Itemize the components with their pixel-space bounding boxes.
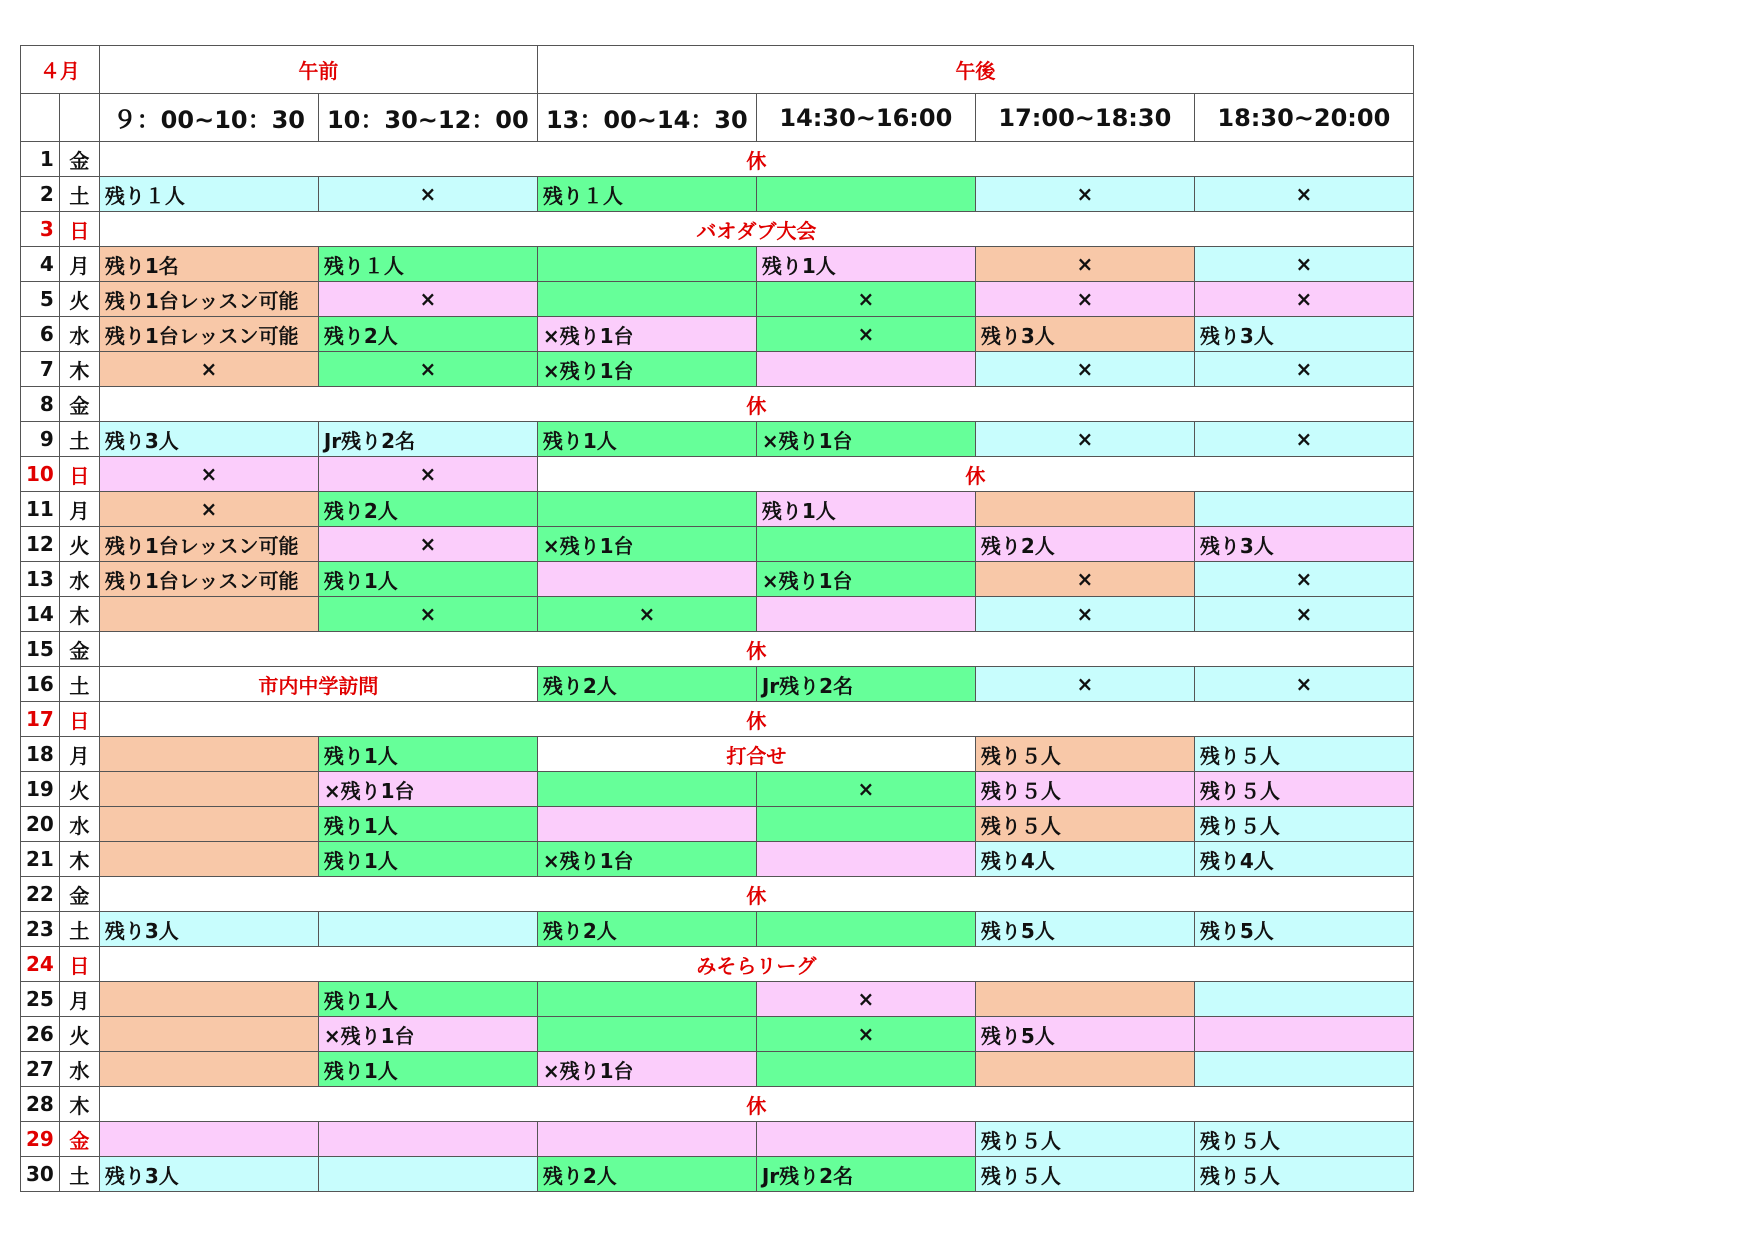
slot-cell: 残り1台レッスン可能 — [99, 527, 318, 562]
slot-cell — [99, 1122, 318, 1157]
schedule-note: バオダブ大会 — [99, 212, 1413, 247]
day-number: 3 — [21, 212, 60, 247]
day-number: 17 — [21, 702, 60, 737]
slot-cell: 残り5人 — [975, 1017, 1194, 1052]
slot-cell: 残り５人 — [1194, 1157, 1413, 1192]
slot-cell — [99, 842, 318, 877]
slot-cell: 残り1人 — [756, 247, 975, 282]
day-of-week: 日 — [59, 702, 99, 737]
header-row-periods — [21, 46, 1414, 94]
slot-cell: 残り2人 — [318, 492, 537, 527]
slot-cell — [756, 352, 975, 387]
slot-cell: 残り3人 — [975, 317, 1194, 352]
day-row — [21, 562, 1414, 597]
slot-cell — [99, 597, 318, 632]
day-number: 10 — [21, 457, 60, 492]
day-of-week: 水 — [59, 317, 99, 352]
slot-full-mark: × — [99, 492, 318, 527]
slot-full-mark: × — [1194, 667, 1413, 702]
day-of-week: 月 — [59, 247, 99, 282]
blank-header-cell — [21, 94, 60, 142]
blank-header-cell — [59, 94, 99, 142]
slot-cell: 残り５人 — [1194, 737, 1413, 772]
slot-cell: 残り2人 — [975, 527, 1194, 562]
slot-full-mark: × — [99, 457, 318, 492]
day-of-week: 金 — [59, 387, 99, 422]
day-row — [21, 317, 1414, 352]
day-number: 4 — [21, 247, 60, 282]
slot-full-mark: × — [99, 352, 318, 387]
slot-cell: 残り５人 — [1194, 772, 1413, 807]
day-row — [21, 632, 1414, 667]
slot-cell: 残り1人 — [318, 842, 537, 877]
slot-cell — [99, 1017, 318, 1052]
slot-cell: 残り1人 — [318, 807, 537, 842]
day-number: 30 — [21, 1157, 60, 1192]
slot-full-mark: × — [756, 282, 975, 317]
schedule-note: 休 — [99, 1087, 1413, 1122]
month-label: ４月 — [21, 46, 100, 94]
day-of-week: 土 — [59, 177, 99, 212]
slot-full-mark: × — [756, 772, 975, 807]
day-of-week: 金 — [59, 632, 99, 667]
time-slot-header: 17:00~18:30 — [975, 94, 1194, 142]
slot-cell — [756, 807, 975, 842]
period-afternoon: 午後 — [537, 46, 1413, 94]
day-number: 19 — [21, 772, 60, 807]
slot-cell: 残り1人 — [318, 1052, 537, 1087]
slot-cell: 残り3人 — [99, 1157, 318, 1192]
slot-cell — [756, 1122, 975, 1157]
slot-cell: 残り５人 — [975, 1157, 1194, 1192]
slot-cell — [1194, 1017, 1413, 1052]
day-number: 14 — [21, 597, 60, 632]
slot-cell: ×残り1台 — [537, 352, 756, 387]
slot-full-mark: × — [318, 352, 537, 387]
slot-full-mark: × — [975, 177, 1194, 212]
slot-cell: 残り2人 — [318, 317, 537, 352]
slot-cell — [318, 1157, 537, 1192]
slot-full-mark: × — [975, 597, 1194, 632]
day-number: 15 — [21, 632, 60, 667]
slot-cell: 残り4人 — [975, 842, 1194, 877]
slot-cell — [537, 1122, 756, 1157]
slot-cell: 残り５人 — [1194, 807, 1413, 842]
day-row — [21, 142, 1414, 177]
slot-cell — [99, 982, 318, 1017]
day-number: 23 — [21, 912, 60, 947]
day-number: 24 — [21, 947, 60, 982]
slot-cell: 残り５人 — [975, 1122, 1194, 1157]
slot-full-mark: × — [975, 562, 1194, 597]
day-number: 7 — [21, 352, 60, 387]
slot-cell: 残り3人 — [99, 422, 318, 457]
day-number: 22 — [21, 877, 60, 912]
day-number: 13 — [21, 562, 60, 597]
period-morning: 午前 — [99, 46, 537, 94]
day-of-week: 金 — [59, 1122, 99, 1157]
schedule-note: 休 — [99, 702, 1413, 737]
slot-cell: 残り1台レッスン可能 — [99, 562, 318, 597]
day-row — [21, 737, 1414, 772]
day-of-week: 日 — [59, 212, 99, 247]
slot-cell: 残り2人 — [537, 667, 756, 702]
slot-cell: ×残り1台 — [318, 1017, 537, 1052]
day-of-week: 土 — [59, 422, 99, 457]
slot-cell: ×残り1台 — [537, 317, 756, 352]
schedule-note: 休 — [537, 457, 1413, 492]
slot-cell — [537, 772, 756, 807]
slot-cell: 残り１人 — [537, 177, 756, 212]
day-number: 8 — [21, 387, 60, 422]
slot-full-mark: × — [756, 1017, 975, 1052]
day-number: 28 — [21, 1087, 60, 1122]
slot-cell: 残り５人 — [975, 807, 1194, 842]
day-number: 18 — [21, 737, 60, 772]
slot-cell — [756, 842, 975, 877]
slot-cell: Jr残り2名 — [756, 667, 975, 702]
day-of-week: 土 — [59, 1157, 99, 1192]
slot-cell: ×残り1台 — [537, 1052, 756, 1087]
slot-cell: 残り1人 — [318, 982, 537, 1017]
day-number: 6 — [21, 317, 60, 352]
slot-cell: ×残り1台 — [537, 842, 756, 877]
slot-cell — [99, 737, 318, 772]
day-row — [21, 492, 1414, 527]
slot-cell: 残り1人 — [537, 422, 756, 457]
slot-cell: 残り1人 — [318, 737, 537, 772]
slot-full-mark: × — [318, 177, 537, 212]
day-row — [21, 1087, 1414, 1122]
day-row — [21, 1052, 1414, 1087]
slot-full-mark: × — [1194, 247, 1413, 282]
slot-cell: Jr残り2名 — [318, 422, 537, 457]
schedule-note: 休 — [99, 632, 1413, 667]
schedule-table — [20, 45, 1414, 1192]
slot-cell: 残り５人 — [975, 772, 1194, 807]
slot-cell — [537, 1017, 756, 1052]
slot-cell — [975, 1052, 1194, 1087]
day-row — [21, 912, 1414, 947]
slot-full-mark: × — [975, 667, 1194, 702]
slot-full-mark: × — [975, 247, 1194, 282]
day-row — [21, 282, 1414, 317]
day-row — [21, 842, 1414, 877]
day-of-week: 水 — [59, 562, 99, 597]
day-of-week: 木 — [59, 842, 99, 877]
day-row — [21, 457, 1414, 492]
day-of-week: 木 — [59, 1087, 99, 1122]
slot-cell — [975, 492, 1194, 527]
day-of-week: 水 — [59, 1052, 99, 1087]
day-number: 2 — [21, 177, 60, 212]
day-of-week: 火 — [59, 527, 99, 562]
day-number: 25 — [21, 982, 60, 1017]
slot-cell — [975, 982, 1194, 1017]
slot-cell: 残り5人 — [1194, 912, 1413, 947]
slot-cell: ×残り1台 — [318, 772, 537, 807]
day-row — [21, 982, 1414, 1017]
slot-full-mark: × — [975, 422, 1194, 457]
slot-cell: Jr残り2名 — [756, 1157, 975, 1192]
day-of-week: 土 — [59, 667, 99, 702]
time-slot-header: 18:30~20:00 — [1194, 94, 1413, 142]
slot-cell: ×残り1台 — [756, 562, 975, 597]
day-of-week: 木 — [59, 352, 99, 387]
slot-cell: 残り2人 — [537, 1157, 756, 1192]
slot-cell: 残り3人 — [1194, 317, 1413, 352]
slot-cell — [756, 177, 975, 212]
slot-full-mark: × — [1194, 282, 1413, 317]
day-of-week: 木 — [59, 597, 99, 632]
day-number: 5 — [21, 282, 60, 317]
day-of-week: 月 — [59, 737, 99, 772]
day-number: 11 — [21, 492, 60, 527]
slot-cell: ×残り1台 — [537, 527, 756, 562]
day-number: 27 — [21, 1052, 60, 1087]
day-of-week: 火 — [59, 282, 99, 317]
schedule-note: みそらリーグ — [99, 947, 1413, 982]
slot-full-mark: × — [756, 982, 975, 1017]
slot-cell — [756, 597, 975, 632]
slot-cell: ×残り1台 — [756, 422, 975, 457]
slot-cell — [1194, 982, 1413, 1017]
slot-full-mark: × — [1194, 352, 1413, 387]
slot-cell: 残り1人 — [318, 562, 537, 597]
day-number: 12 — [21, 527, 60, 562]
day-of-week: 火 — [59, 772, 99, 807]
day-row — [21, 772, 1414, 807]
slot-cell — [537, 562, 756, 597]
slot-cell: 残り５人 — [1194, 1122, 1413, 1157]
slot-cell — [537, 807, 756, 842]
slot-full-mark: × — [1194, 562, 1413, 597]
slot-cell — [318, 1122, 537, 1157]
time-slot-header: 10：30~12：00 — [318, 94, 537, 142]
slot-cell: 残り2人 — [537, 912, 756, 947]
day-of-week: 月 — [59, 492, 99, 527]
slot-full-mark: × — [1194, 422, 1413, 457]
day-row — [21, 1017, 1414, 1052]
slot-cell — [537, 247, 756, 282]
day-row — [21, 177, 1414, 212]
slot-full-mark: × — [318, 597, 537, 632]
slot-full-mark: × — [975, 282, 1194, 317]
slot-cell: 残り１人 — [99, 177, 318, 212]
slot-cell: 残り1人 — [756, 492, 975, 527]
day-number: 29 — [21, 1122, 60, 1157]
slot-full-mark: × — [318, 282, 537, 317]
day-of-week: 土 — [59, 912, 99, 947]
slot-cell — [1194, 492, 1413, 527]
slot-full-mark: × — [756, 317, 975, 352]
day-row — [21, 387, 1414, 422]
slot-cell — [756, 527, 975, 562]
day-row — [21, 1122, 1414, 1157]
slot-cell — [99, 772, 318, 807]
slot-cell — [537, 282, 756, 317]
header-row-times — [21, 94, 1414, 142]
day-number: 16 — [21, 667, 60, 702]
day-row — [21, 422, 1414, 457]
day-number: 20 — [21, 807, 60, 842]
day-row — [21, 702, 1414, 737]
schedule-note: 打合せ — [537, 737, 975, 772]
schedule-note: 市内中学訪問 — [99, 667, 537, 702]
day-row — [21, 597, 1414, 632]
slot-cell: 残り3人 — [1194, 527, 1413, 562]
day-of-week: 水 — [59, 807, 99, 842]
slot-full-mark: × — [975, 352, 1194, 387]
schedule-note: 休 — [99, 387, 1413, 422]
schedule-note: 休 — [99, 877, 1413, 912]
slot-cell — [318, 912, 537, 947]
slot-cell — [1194, 1052, 1413, 1087]
slot-cell: 残り1名 — [99, 247, 318, 282]
day-of-week: 金 — [59, 142, 99, 177]
slot-cell — [99, 1052, 318, 1087]
schedule-note: 休 — [99, 142, 1413, 177]
slot-cell — [537, 492, 756, 527]
time-slot-header: ９：00~10：30 — [99, 94, 318, 142]
day-number: 21 — [21, 842, 60, 877]
slot-full-mark: × — [318, 527, 537, 562]
slot-cell: 残り５人 — [975, 737, 1194, 772]
day-of-week: 金 — [59, 877, 99, 912]
slot-full-mark: × — [1194, 597, 1413, 632]
slot-cell — [756, 912, 975, 947]
day-row — [21, 212, 1414, 247]
day-row — [21, 527, 1414, 562]
slot-cell: 残り1台レッスン可能 — [99, 317, 318, 352]
time-slot-header: 13：00~14：30 — [537, 94, 756, 142]
day-row — [21, 947, 1414, 982]
day-of-week: 日 — [59, 457, 99, 492]
slot-full-mark: × — [537, 597, 756, 632]
day-of-week: 月 — [59, 982, 99, 1017]
day-row — [21, 877, 1414, 912]
time-slot-header: 14:30~16:00 — [756, 94, 975, 142]
slot-cell: 残り5人 — [975, 912, 1194, 947]
day-row — [21, 667, 1414, 702]
day-number: 9 — [21, 422, 60, 457]
day-of-week: 火 — [59, 1017, 99, 1052]
day-row — [21, 807, 1414, 842]
slot-cell: 残り1台レッスン可能 — [99, 282, 318, 317]
slot-cell: 残り１人 — [318, 247, 537, 282]
slot-cell: 残り3人 — [99, 912, 318, 947]
day-number: 26 — [21, 1017, 60, 1052]
slot-full-mark: × — [1194, 177, 1413, 212]
slot-full-mark: × — [318, 457, 537, 492]
slot-cell — [756, 1052, 975, 1087]
day-row — [21, 247, 1414, 282]
slot-cell — [537, 982, 756, 1017]
day-row — [21, 1157, 1414, 1192]
day-number: 1 — [21, 142, 60, 177]
slot-cell: 残り4人 — [1194, 842, 1413, 877]
day-row — [21, 352, 1414, 387]
day-of-week: 日 — [59, 947, 99, 982]
slot-cell — [99, 807, 318, 842]
